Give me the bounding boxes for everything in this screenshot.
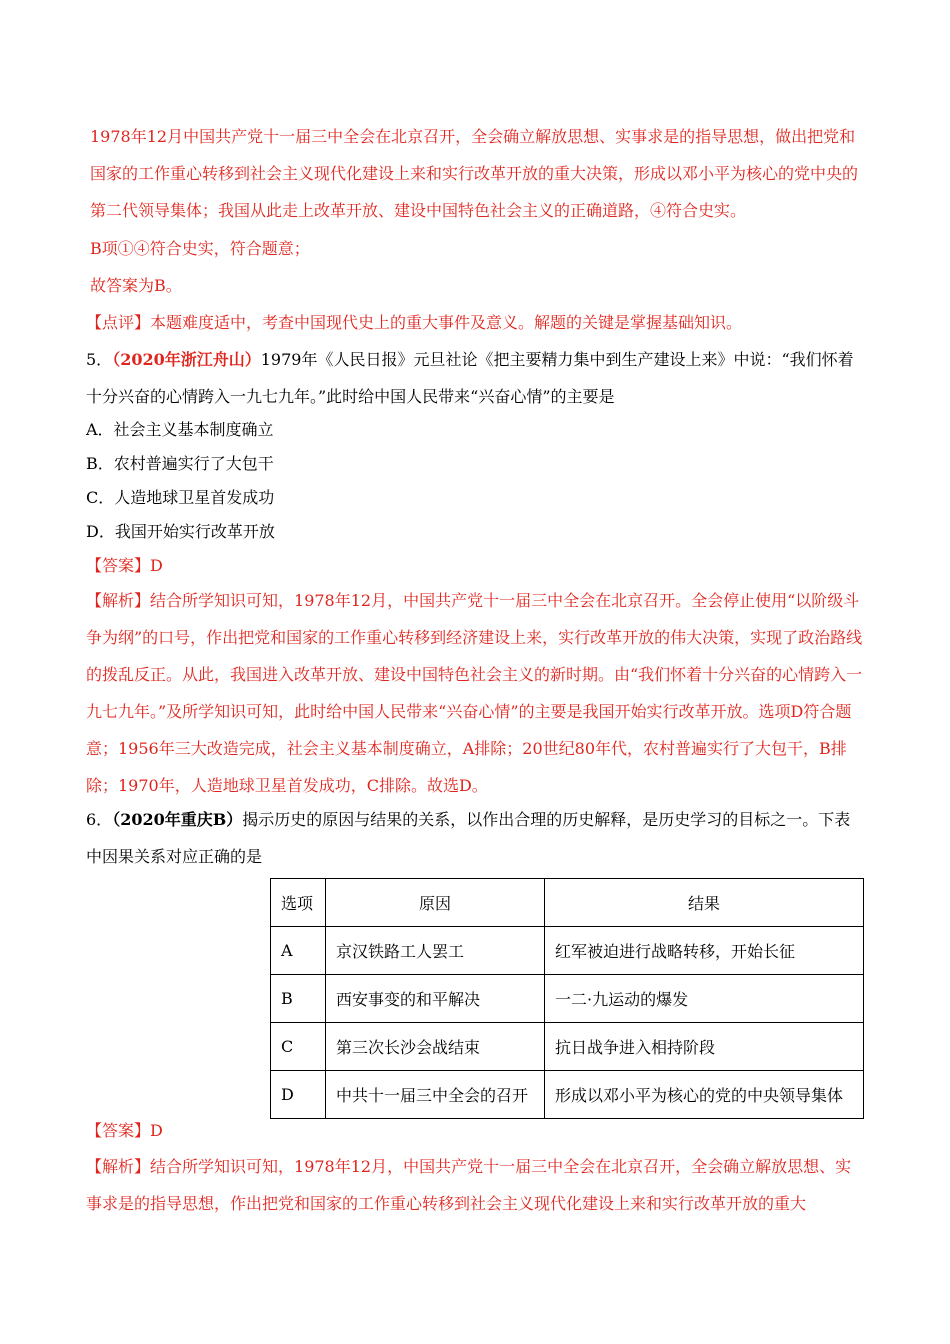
row-cause: 西安事变的和平解决 [326, 975, 545, 1023]
option-d: D．我国开始实行改革开放 [86, 522, 275, 541]
analysis-text: 结合所学知识可知，1978年12月，中国共产党十一届三中全会在北京召开，全会确立解放思想、实事求是的指导思想，作出把党和国家的工作重心转移到社会主义现代化建设上来和实行改革开放的重大 [86, 1157, 852, 1213]
answer-label: 【答案】 [86, 556, 151, 575]
comment [86, 304, 866, 341]
answer-value: D [150, 556, 163, 575]
answer-label: 【答案】 [86, 1121, 151, 1140]
table-row [271, 1023, 864, 1071]
question-6-analysis [86, 1148, 866, 1222]
table-row [271, 975, 864, 1023]
header-cause: 原因 [326, 879, 545, 927]
row-option: B [271, 975, 326, 1023]
continuation-paragraph: 1978年12月中国共产党十一届三中全会在北京召开，全会确立解放思想、实事求是的指导思想，做出把党和国家的工作重心转移到社会主义现代化建设上来和实行改革开放的重大决策，形成以邓小平为核心的党中央的第二代领导集体；我国从此走上改革开放、建设中国特色社会主义的正确道路，④符合史实。 [90, 127, 859, 220]
row-cause: 第三次长沙会战结束 [326, 1023, 545, 1071]
option-b: B．农村普遍实行了大包干 [86, 454, 274, 473]
row-option: D [271, 1071, 326, 1119]
question-text: 揭示历史的原因与结果的关系，以作出合理的历史解释，是历史学习的目标之一。下表中因果关系对应正确的是 [86, 810, 851, 866]
analysis-label: 【解析】 [86, 1157, 151, 1176]
question-6-answer [86, 1112, 866, 1149]
question-number: 5． [86, 350, 113, 369]
option-c: C．人造地球卫星首发成功 [86, 488, 275, 507]
row-cause: 京汉铁路工人罢工 [326, 927, 545, 975]
question-source: （2020年重庆B） [112, 810, 243, 829]
header-result: 结果 [545, 879, 864, 927]
question-6-stem [86, 801, 866, 875]
comment-text: 本题难度适中，考查中国现代史上的重大事件及意义。解题的关键是掌握基础知识。 [150, 313, 743, 332]
row-result: 一二·九运动的爆发 [545, 975, 864, 1023]
comment-label: 【点评】 [86, 313, 151, 332]
header-option: 选项 [271, 879, 326, 927]
option-a: A．社会主义基本制度确立 [86, 420, 274, 439]
row-option: C [271, 1023, 326, 1071]
continuation-conclusion: 故答案为B。 [90, 276, 182, 295]
analysis-label: 【解析】 [86, 591, 151, 610]
question-source: （2020年浙江舟山） [112, 350, 261, 369]
question-text: 1979年《人民日报》元旦社论《把主要精力集中到生产建设上来》中说：“我们怀着十分兴奋的心情跨入一九七九年。”此时给中国人民带来“兴奋心情”的主要是 [86, 350, 854, 406]
analysis-text: 结合所学知识可知，1978年12月，中国共产党十一届三中全会在北京召开。全会停止使用“以阶级斗争为纲”的口号，作出把党和国家的工作重心转移到经济建设上来，实行改革开放的伟大决策，实现了政治路线的拨乱反正。从此，我国进入改革开放、建设中国特色社会主义的新时期。由“我们怀着十分兴奋的心情跨入一九七九年。”及所学知识可知，此时给中国人民带来“兴奋心情”的主要是我国开始实行改革开放。选项D符合题意；1956年三大改造完成，社会主义基本制度确立，A排除；20世纪80年代，农村普遍实行了大包干，B排除；1970年，人造地球卫星首发成功，C排除。故选D。 [86, 591, 863, 795]
row-option: A [271, 927, 326, 975]
question-number: 6． [86, 810, 113, 829]
table-header-row [271, 879, 864, 927]
question-5-analysis [86, 582, 866, 804]
answer-value: D [150, 1121, 163, 1140]
cause-effect-table [270, 878, 864, 1119]
continuation-line: B项①④符合史实，符合题意； [90, 239, 310, 258]
table-row [271, 927, 864, 975]
row-result: 抗日战争进入相持阶段 [545, 1023, 864, 1071]
row-result: 红军被迫进行战略转移，开始长征 [545, 927, 864, 975]
row-cause: 中共十一届三中全会的召开 [326, 1071, 545, 1119]
question-5-stem [86, 341, 866, 415]
row-result: 形成以邓小平为核心的党的中央领导集体 [545, 1071, 864, 1119]
question-5-answer [86, 547, 866, 584]
